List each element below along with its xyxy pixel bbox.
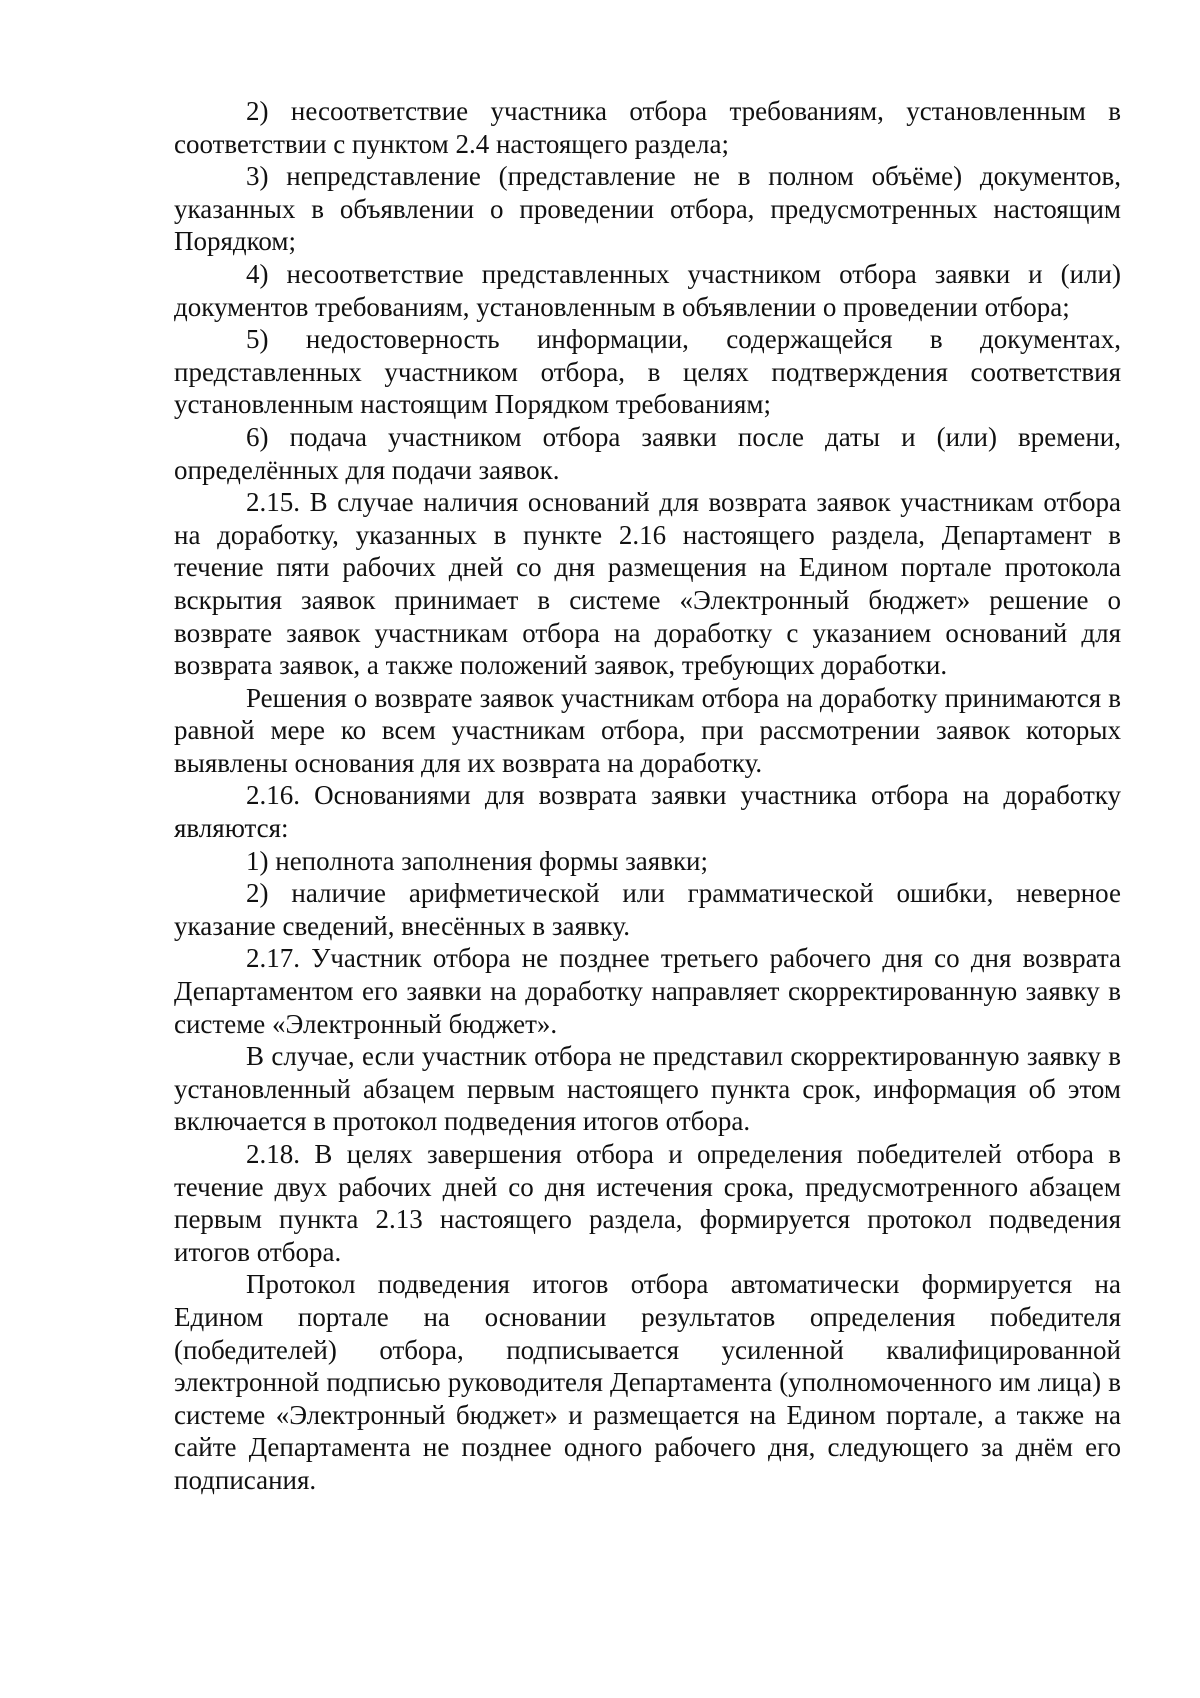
paragraph-decisions: Решения о возврате заявок участникам отбора на доработку принимаются в равной мере ко всем участникам отбора, при рассмотрении заявок которых выявлены основания для их возврата на доработку.	[174, 682, 1121, 778]
paragraph-item-6: 6) подача участником отбора заявки после даты и (или) времени, определённых для подачи заявок.	[174, 421, 1121, 485]
paragraph-clause-2-16: 2.16. Основаниями для возврата заявки участника отбора на доработку являются:	[174, 780, 1121, 844]
paragraph-clause-2-18: 2.18. В целях завершения отбора и определения победителей отбора в течение двух рабочих дней со дня истечения срока, предусмотренного абзацем первым пункта 2.13 настоящего раздела, формируется протокол подведения итогов отбора.	[174, 1139, 1121, 1267]
paragraph-clause-2-17: 2.17. Участник отбора не позднее третьего рабочего дня со дня возврата Департаментом его заявки на доработку направляет скорректированную заявку в системе «Электронный бюджет».	[174, 943, 1121, 1039]
paragraph-item-2: 2) несоответствие участника отбора требованиям, установленным в соответствии с пунктом 2.4 настоящего раздела;	[174, 96, 1121, 159]
paragraph-protocol: Протокол подведения итогов отбора автоматически формируется на Едином портале на основании результатов определения победителя (победителей) отбора, подписывается усиленной квалифицированной электронной подписью руководителя Департамента (уполномоченного им лица) в системе «Электронный бюджет» и размещается на Едином портале, а также на сайте Департамента не позднее одного рабочего дня, следующего за днём его подписания.	[174, 1269, 1121, 1495]
paragraph-item-4: 4) несоответствие представленных участником отбора заявки и (или) документов требованиям, установленным в объявлении о проведении отбора;	[174, 258, 1121, 322]
paragraph-if-not-submitted: В случае, если участник отбора не представил скорректированную заявку в установленный абзацем первым настоящего пункта срок, информация об этом включается в протокол подведения итогов отбора.	[174, 1041, 1121, 1137]
paragraph-ground-2: 2) наличие арифметической или грамматической ошибки, неверное указание сведений, внесённых в заявку.	[174, 878, 1121, 941]
document-page	[174, 95, 1121, 1497]
paragraph-ground-1: 1) неполнота заполнения формы заявки;	[246, 845, 709, 876]
paragraph-clause-2-15: 2.15. В случае наличия оснований для возврата заявок участникам отбора на доработку, указанных в пункте 2.16 настоящего раздела, Департамент в течение пяти рабочих дней со дня размещения на Едином портале протокола вскрытия заявок принимает в системе «Электронный бюджет» решение о возврате заявок участникам отбора на доработку с указанием оснований для возврата заявок, а также положений заявок, требующих доработки.	[174, 487, 1121, 681]
paragraph-item-5: 5) недостоверность информации, содержащейся в документах, представленных участником отбора, в целях подтверждения соответствия установленным настоящим Порядком требованиям;	[174, 324, 1121, 420]
paragraph-item-3: 3) непредставление (представление не в полном объёме) документов, указанных в объявлении о проведении отбора, предусмотренных настоящим Порядком;	[174, 161, 1121, 257]
